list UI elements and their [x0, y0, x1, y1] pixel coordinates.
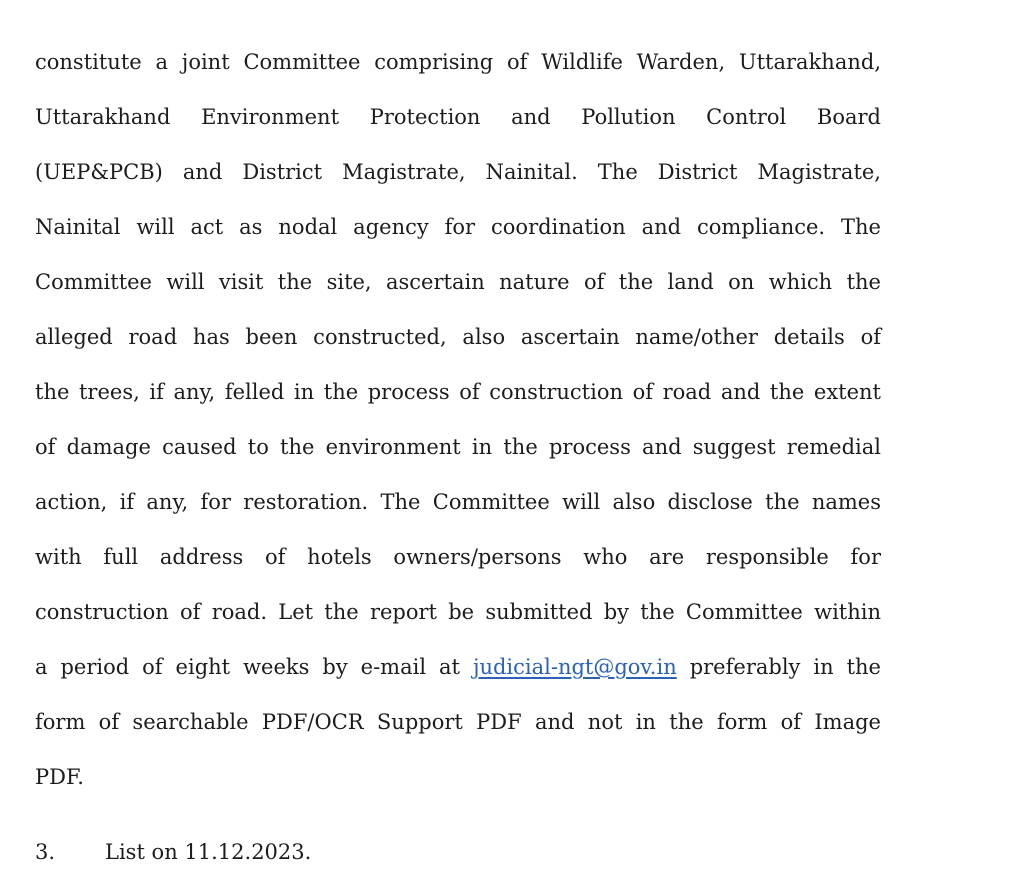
- item-text: List on 11.12.2023.: [105, 840, 312, 864]
- email-link[interactable]: judicial-ngt@gov.in: [472, 655, 677, 679]
- paragraph-line-12: [35, 640, 881, 695]
- paragraph-line-3: (UEP&PCB) and District Magistrate, Nainital. The District Magistrate,: [35, 160, 881, 184]
- paragraph-line-8: of damage caused to the environment in the process and suggest remedial: [35, 435, 881, 459]
- paragraph-line-14: PDF.: [35, 765, 84, 789]
- paragraph-line-7: the trees, if any, felled in the process of construction of road and the extent: [35, 380, 881, 404]
- paragraph-line-1: constitute a joint Committee comprising of Wildlife Warden, Uttarakhand,: [35, 50, 881, 74]
- paragraph-line-11: construction of road. Let the report be submitted by the Committee within: [35, 600, 881, 624]
- list-item-3: [35, 830, 881, 875]
- item-number: 3.: [35, 840, 56, 864]
- paragraph-line-5: Committee will visit the site, ascertain nature of the land on which the: [35, 270, 881, 294]
- order-paragraph: [35, 35, 881, 805]
- paragraph-line-10: with full address of hotels owners/persons who are responsible for: [35, 545, 881, 569]
- paragraph-line-6: alleged road has been constructed, also ascertain name/other details of: [35, 325, 881, 349]
- paragraph-line-9: action, if any, for restoration. The Committee will also disclose the names: [35, 490, 881, 514]
- paragraph-line-13: form of searchable PDF/OCR Support PDF and not in the form of Image: [35, 710, 881, 734]
- email-line-prefix: a period of eight weeks by e-mail at: [35, 655, 460, 679]
- paragraph-line-4: Nainital will act as nodal agency for coordination and compliance. The: [35, 215, 881, 239]
- email-line-suffix: preferably in the: [689, 655, 881, 679]
- paragraph-line-2: Uttarakhand Environment Protection and Pollution Control Board: [35, 105, 881, 129]
